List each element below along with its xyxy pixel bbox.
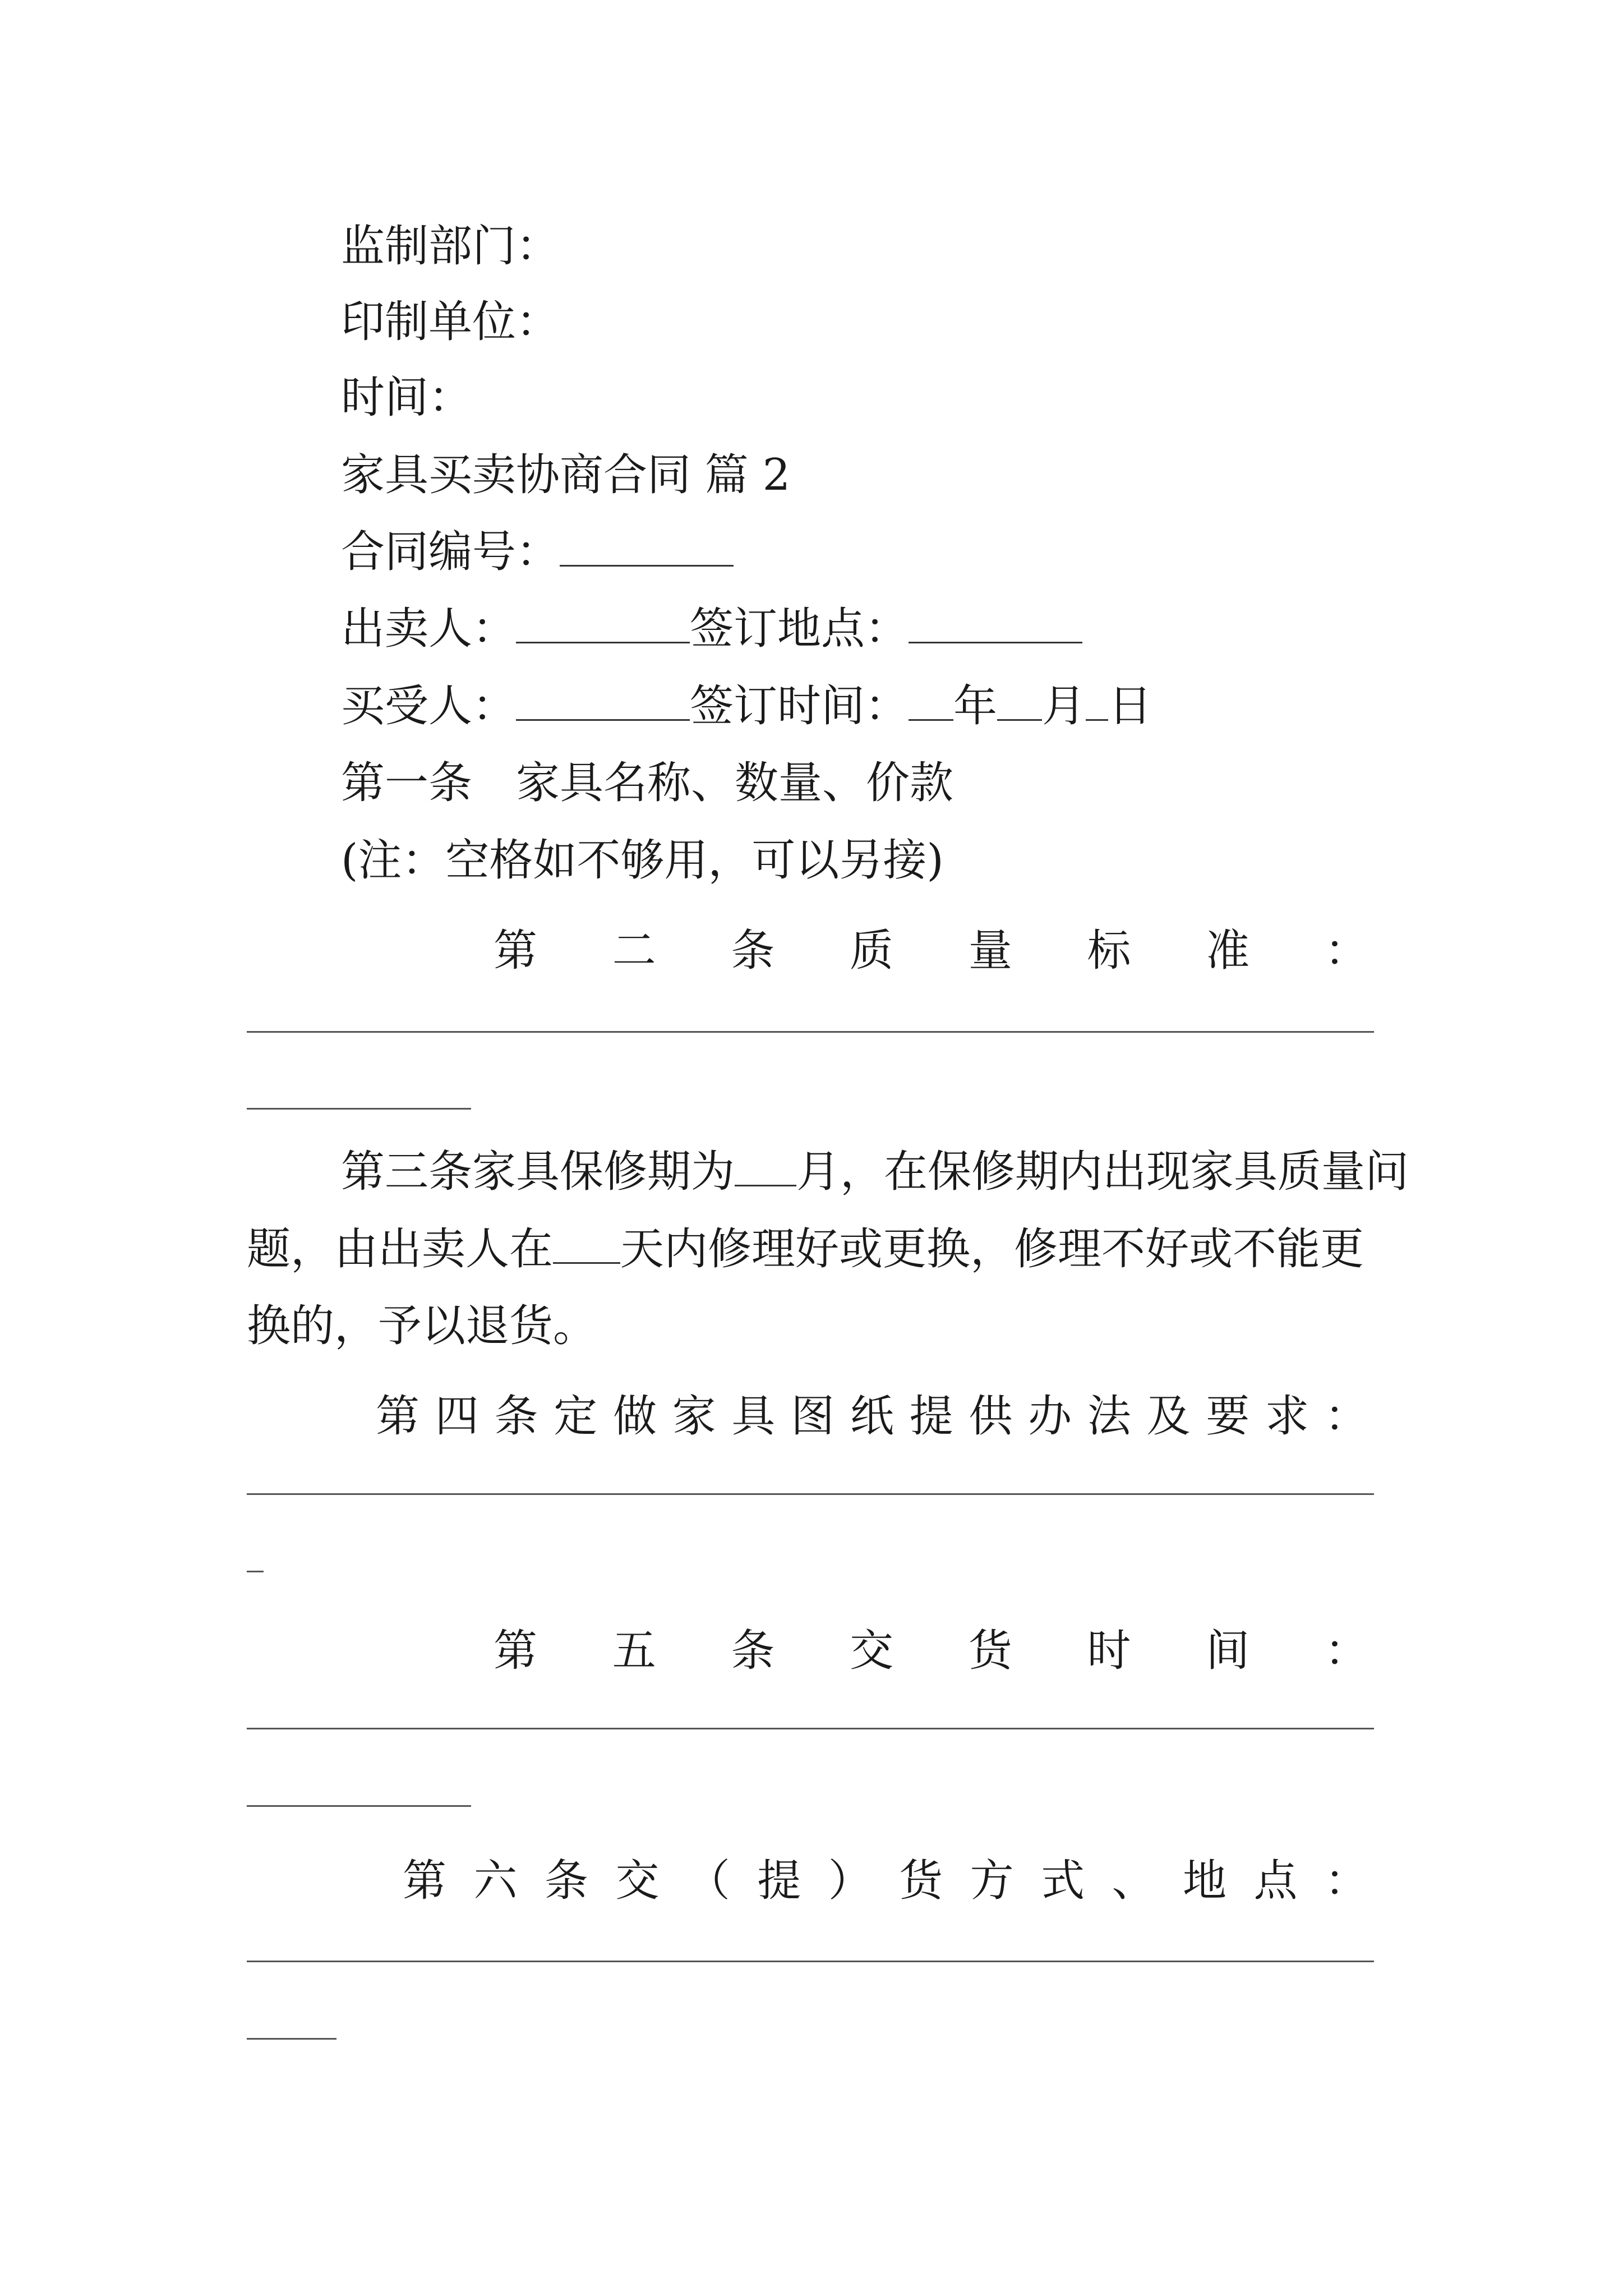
article-3-line-3: 换的，予以退货。 [247,1301,597,1351]
article-6-char: 货 [899,1856,943,1906]
year-blank [909,717,953,721]
article-5-char: 时 [1087,1626,1131,1676]
warranty-months-blank [735,1182,796,1186]
article-6-char: 方 [970,1856,1014,1906]
article-4-blank-line-short [247,1571,264,1572]
article-6-char: 交 [615,1856,660,1906]
contract-number-label: 合同编号： [341,527,560,577]
month-label: 月 [1042,681,1086,731]
article-6-char: 提 [757,1856,801,1906]
buyer-blank [516,717,690,721]
article-6-char: ） [828,1856,872,1906]
article-6-char: （ [686,1856,730,1906]
article-4-char: 定 [554,1391,598,1442]
article-4-blank-line [247,1493,1374,1495]
contract-number-row [341,527,734,577]
seller-label: 出卖人： [341,604,517,654]
article-2 [494,915,1368,978]
article-5-blank-line [247,1728,1374,1729]
day-label: 日 [1108,681,1152,731]
article-4-char: 办 [1028,1391,1072,1442]
article-4 [376,1381,1368,1444]
article-6-char: 第 [403,1856,447,1906]
document-title: 家具买卖协商合同 篇 2 [341,450,791,500]
article-4-char: 纸 [850,1391,894,1442]
article-4-char: 第 [376,1391,420,1442]
article-4-char: 要 [1206,1391,1250,1442]
article-4-char: 法 [1087,1391,1131,1442]
article-4-char: ： [1324,1391,1368,1442]
article-5-char: 货 [968,1626,1012,1676]
article-6-char: 地 [1182,1856,1227,1906]
article-5 [494,1616,1368,1678]
article-6-char: 六 [473,1856,518,1906]
printer-label: 印制单位： [341,297,560,347]
article-6-char: 、 [1112,1856,1156,1906]
article-1: 第一条 家具名称、数量、价款 [341,758,954,808]
seller-row [341,604,1082,654]
article-3-line-2 [247,1224,1364,1274]
article-5-char: 间 [1206,1626,1250,1676]
sign-place-blank [909,639,1082,643]
supervisor-label: 监制部门： [341,221,560,272]
article-2-blank-line-short [247,1108,471,1110]
month-blank [997,717,1042,721]
buyer-row [341,681,1152,731]
time-label: 时间： [341,372,473,423]
article-2-char: 质 [850,926,894,976]
article-5-char: 五 [612,1626,656,1676]
article-4-char: 做 [612,1391,657,1442]
article-2-char: ： [1324,926,1368,976]
year-label: 年 [953,681,998,731]
seller-blank [516,639,690,643]
article-4-char: 具 [731,1391,776,1442]
article-6-char: 点 [1253,1856,1298,1906]
article-4-char: 及 [1146,1391,1191,1442]
article-2-char: 准 [1206,926,1250,976]
article-2-char: 第 [494,926,538,976]
article-6-char: 式 [1041,1856,1085,1906]
article-6-blank-line [247,1961,1374,1962]
article-4-char: 求 [1265,1391,1310,1442]
article-4-char: 提 [909,1391,953,1442]
article-4-char: 供 [969,1391,1013,1442]
article-6-char: 条 [544,1856,588,1906]
article-6 [403,1846,1368,1908]
article-6-blank-line-short [247,2038,336,2040]
contract-number-blank [560,563,734,567]
article-5-char: 条 [731,1626,775,1676]
article-3-text: 月，在保修期内出现家具质量问 [796,1147,1409,1197]
article-4-char: 条 [494,1391,538,1442]
sign-place-label: 签订地点： [690,604,909,654]
article-5-char: 第 [494,1626,538,1676]
article-2-char: 二 [612,926,656,976]
article-5-char: 交 [850,1626,894,1676]
article-2-char: 条 [731,926,775,976]
article-3-text: 题，由出卖人在 [247,1224,554,1274]
article-5-blank-line-short [247,1805,471,1807]
article-3-text: 天内修理好或更换，修理不好或不能更 [620,1224,1364,1274]
article-4-char: 四 [435,1391,479,1442]
sign-time-label: 签订时间： [690,681,909,731]
buyer-label: 买受人： [341,681,517,731]
article-4-char: 家 [672,1391,716,1442]
day-blank [1086,717,1108,721]
article-2-char: 量 [968,926,1012,976]
article-6-char: ： [1324,1856,1368,1906]
article-1-note: (注：空格如不够用，可以另接) [341,835,944,886]
article-5-char: ： [1324,1626,1368,1676]
article-3-line-1 [341,1147,1409,1197]
article-4-char: 图 [791,1391,835,1442]
article-3-text: 第三条家具保修期为 [341,1147,735,1197]
repair-days-blank [553,1260,620,1264]
article-2-char: 标 [1087,926,1131,976]
article-2-blank-line [247,1031,1374,1033]
